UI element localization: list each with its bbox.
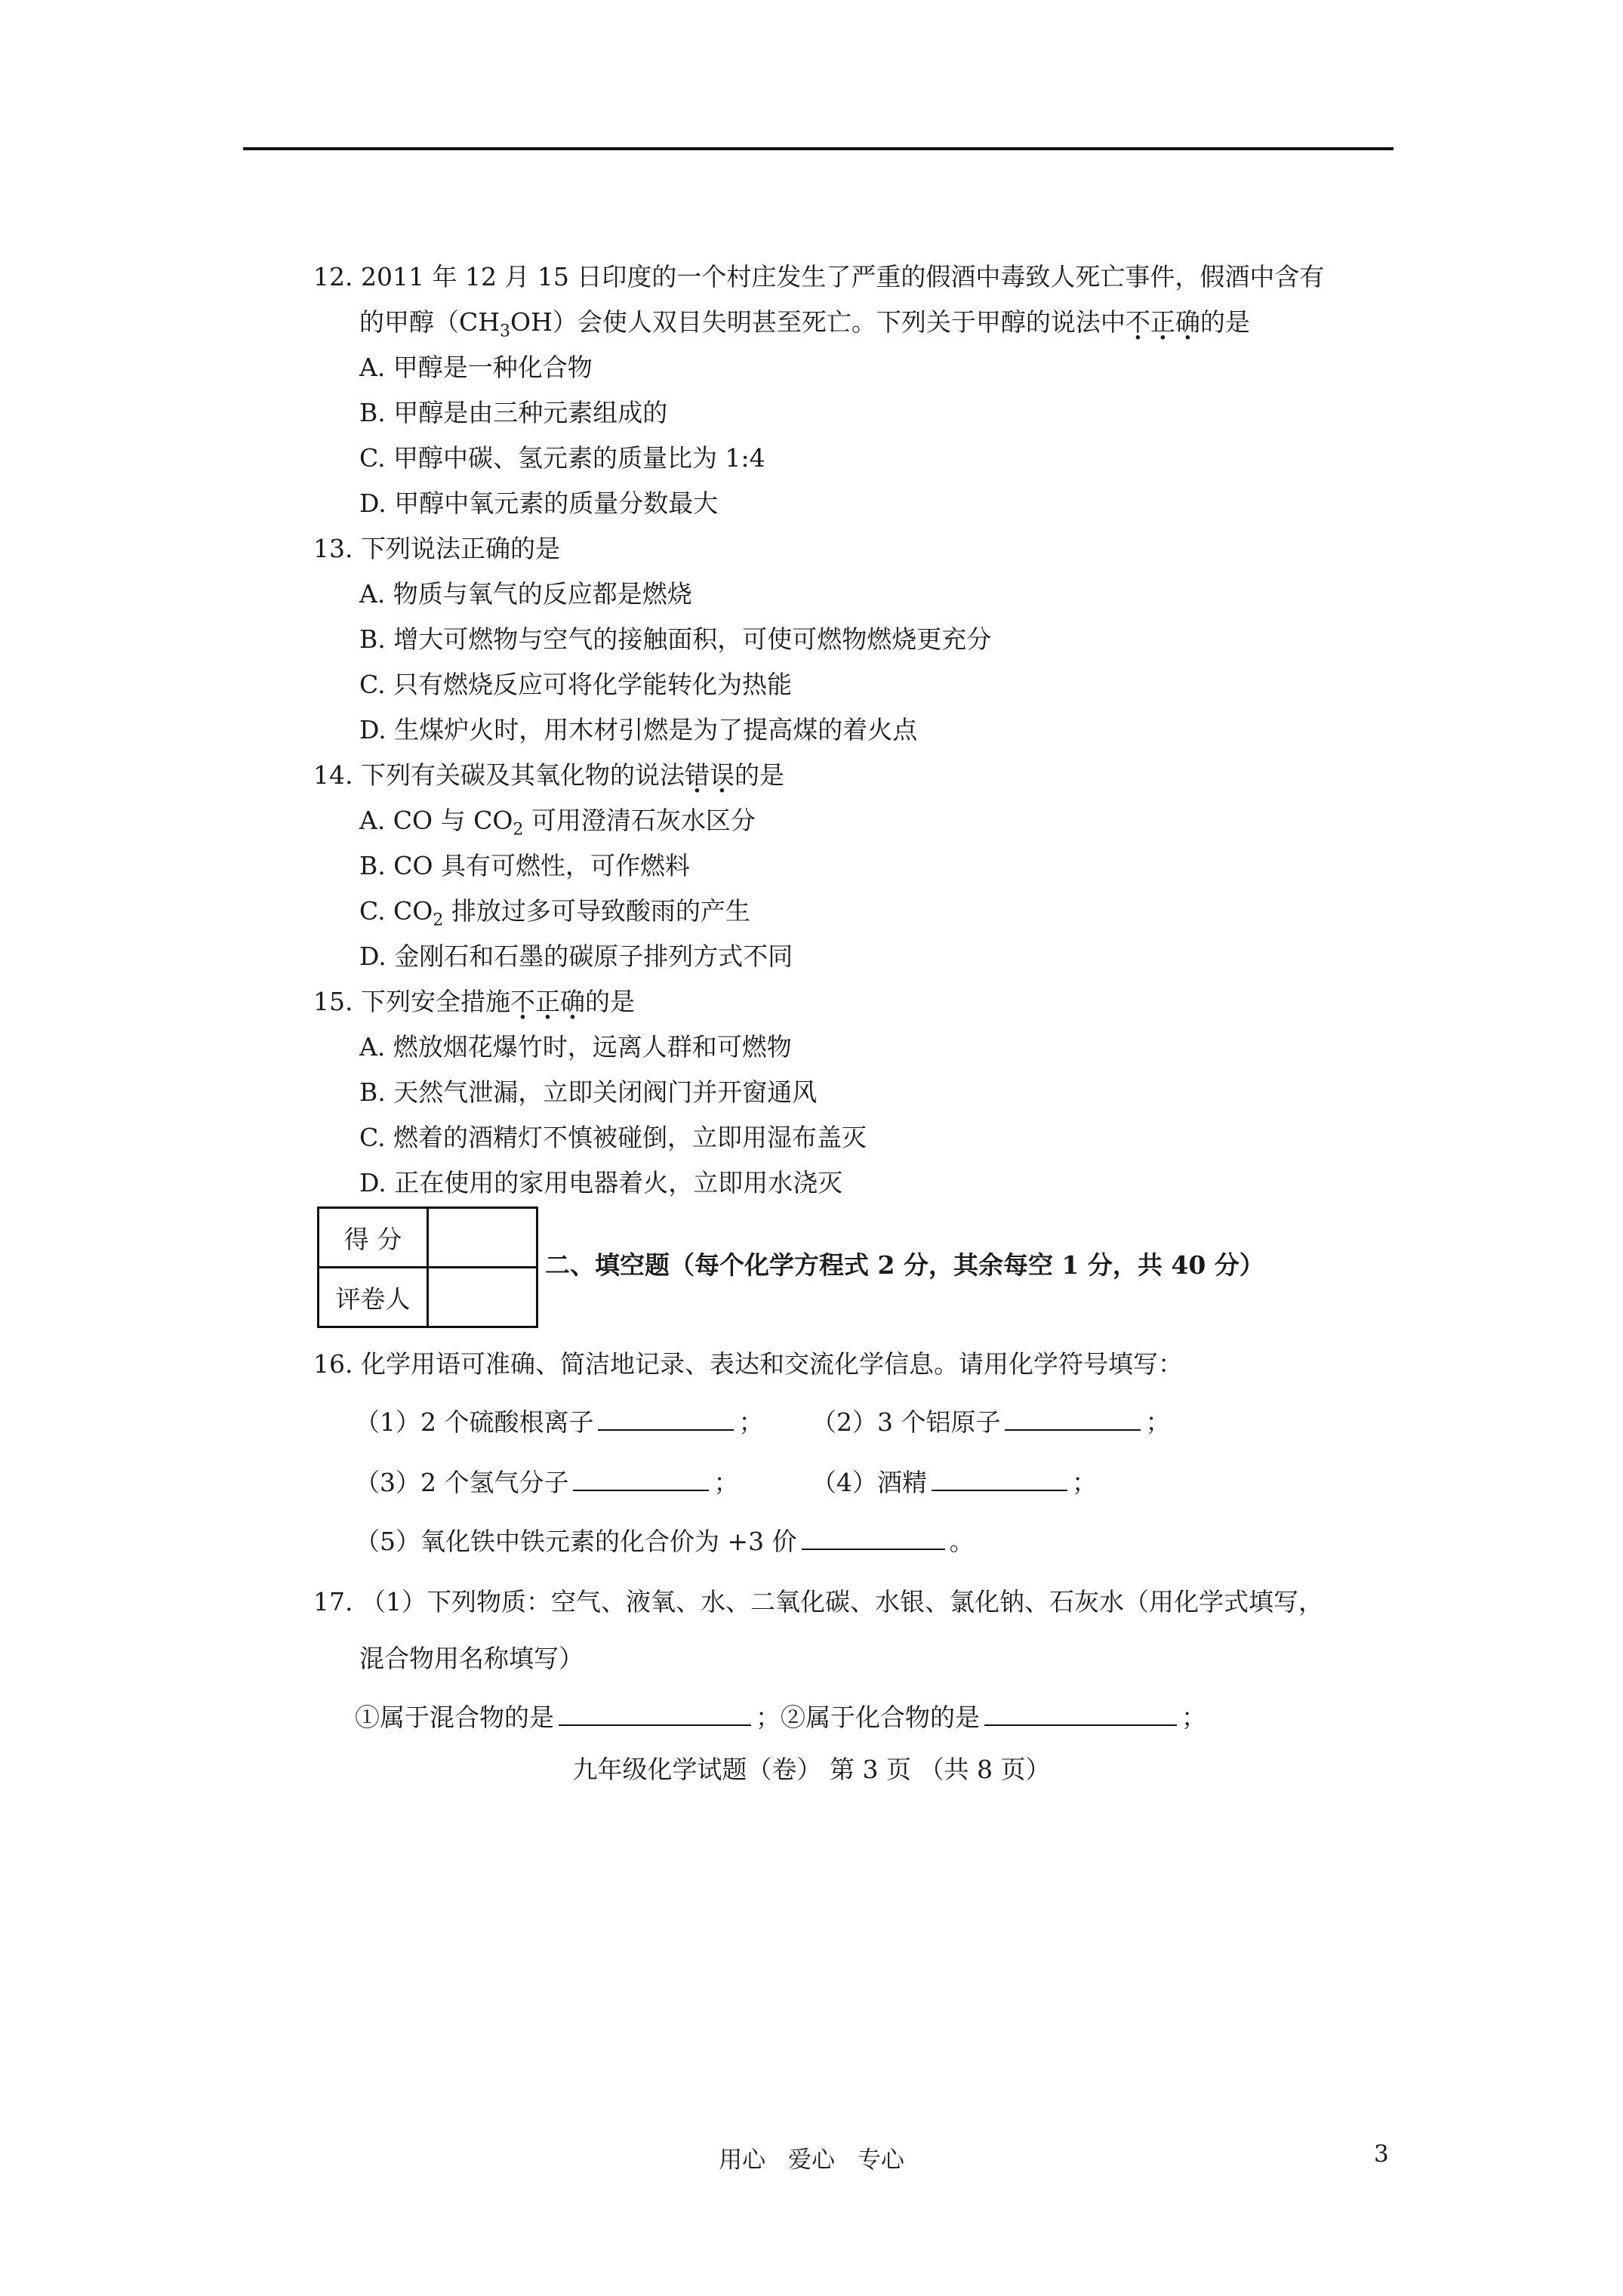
q16-part5: （5）氧化铁中铁元素的化合价为 +3 价 。 xyxy=(355,1527,975,1556)
q15-option-a: A. 燃放烟花爆竹时，远离人群和可燃物 xyxy=(359,1032,792,1062)
grader-cell[interactable] xyxy=(428,1268,537,1327)
emphasis-char: 错 xyxy=(684,760,710,790)
q13-option-b: B. 增大可燃物与空气的接触面积，可使可燃物燃烧更充分 xyxy=(359,624,992,654)
q15-stem: 15. 下列安全措施不正确的是 xyxy=(313,987,635,1016)
q13-stem: 13. 下列说法正确的是 xyxy=(313,534,560,563)
q17-blank-2[interactable] xyxy=(984,1702,1177,1726)
emphasis-char: 正 xyxy=(534,987,560,1016)
emphasis-char: 确 xyxy=(559,987,585,1016)
q12-option-c: C. 甲醇中碳、氢元素的质量比为 1:4 xyxy=(359,443,765,473)
q13-option-a: A. 物质与氧气的反应都是燃烧 xyxy=(359,579,692,609)
emphasis-char: 正 xyxy=(1150,307,1175,337)
footer-title: 九年级化学试题（卷） 第 3 页 （共 8 页） xyxy=(572,1755,1051,1784)
q17-line2: 混合物用名称填写） xyxy=(359,1644,584,1673)
q17-parts: ①属于混合物的是 ；②属于化合物的是 ； xyxy=(355,1703,1206,1732)
emphasis-char: 不 xyxy=(1125,307,1150,337)
q13-option-c: C. 只有燃烧反应可将化学能转化为热能 xyxy=(359,670,793,699)
score-box xyxy=(317,1207,538,1328)
q16-part3: （3）2 个氢气分子 ； xyxy=(355,1468,739,1497)
q16-blank-2[interactable] xyxy=(1005,1407,1141,1431)
q15-option-b: B. 天然气泄漏，立即关闭阀门并开窗通风 xyxy=(359,1077,818,1107)
q17-number: 17. xyxy=(313,1587,353,1616)
q12-option-b: B. 甲醇是由三种元素组成的 xyxy=(359,398,668,427)
score-cell[interactable] xyxy=(428,1208,537,1268)
q16-blank-1[interactable] xyxy=(598,1407,734,1431)
q15-emphasis xyxy=(510,987,585,1016)
q15-option-d: D. 正在使用的家用电器着火，立即用水浇灭 xyxy=(359,1168,843,1197)
q17-blank-1[interactable] xyxy=(559,1702,751,1726)
emphasis-char: 不 xyxy=(510,987,535,1016)
grader-label: 评卷人 xyxy=(319,1268,428,1327)
q12-option-a: A. 甲醇是一种化合物 xyxy=(359,353,593,382)
q16-part4: （4）酒精 ； xyxy=(812,1468,1097,1497)
page-number: 3 xyxy=(1374,2140,1389,2168)
q14-option-d: D. 金刚石和石墨的碳原子排列方式不同 xyxy=(359,942,793,971)
q12-emphasis xyxy=(1126,307,1200,337)
footer-motto: 用心 爱心 专心 xyxy=(719,2147,904,2174)
q15-number: 15. xyxy=(313,987,353,1016)
q16-stem: 16. 化学用语可准确、简洁地记录、表达和交流化学信息。请用化学符号填写： xyxy=(313,1349,1183,1379)
q16-blank-4[interactable] xyxy=(932,1467,1067,1491)
q16-blank-5[interactable] xyxy=(802,1526,945,1550)
q14-option-a: A. CO 与 $CO_2$ 可用澄清石灰水区分 xyxy=(359,806,756,840)
q16-part1: （1）2 个硫酸根离子 ； xyxy=(355,1407,764,1437)
q14-option-c: C. $CO_2$ 排放过多可导致酸雨的产生 xyxy=(359,896,750,930)
header-rule xyxy=(243,147,1394,150)
q12-line1 xyxy=(313,260,1324,294)
q16-number: 16. xyxy=(313,1349,353,1379)
emphasis-char: 确 xyxy=(1175,307,1200,337)
q14-emphasis xyxy=(685,760,735,790)
q16-blank-3[interactable] xyxy=(573,1467,709,1491)
q14-number: 14. xyxy=(313,760,353,790)
q15-option-c: C. 燃着的酒精灯不慎被碰倒，立即用湿布盖灭 xyxy=(359,1123,867,1152)
q12-text: 2011 年 12 月 15 日印度的一个村庄发生了严重的假酒中毒致人死亡事件，假酒中含有 xyxy=(360,262,1325,291)
q12-number: 12. xyxy=(313,262,353,291)
q13-option-d: D. 生煤炉火时，用木材引燃是为了提高煤的着火点 xyxy=(359,715,918,744)
q12-line2: 的甲醇$(CH_3OH)$会使人双目失明甚至死亡。下列关于甲醇的说法中不正确的是 xyxy=(359,307,1250,341)
section-2-heading: 二、填空题（每个化学方程式 2 分，其余每空 1 分，共 40 分） xyxy=(545,1250,1264,1280)
q17-line1: 17. （1）下列物质：空气、液氧、水、二氧化碳、水银、氯化钠、石灰水（用化学式填写， xyxy=(313,1587,1323,1616)
score-label: 得 分 xyxy=(319,1208,428,1268)
q16-part2: （2）3 个铝原子 ； xyxy=(812,1407,1171,1437)
q12-option-d: D. 甲醇中氧元素的质量分数最大 xyxy=(359,488,719,518)
q14-option-b: B. CO 具有可燃性，可作燃料 xyxy=(359,851,691,880)
q13-number: 13. xyxy=(313,534,353,563)
emphasis-char: 误 xyxy=(709,760,735,790)
q14-stem: 14. 下列有关碳及其氧化物的说法错误的是 xyxy=(313,760,784,790)
